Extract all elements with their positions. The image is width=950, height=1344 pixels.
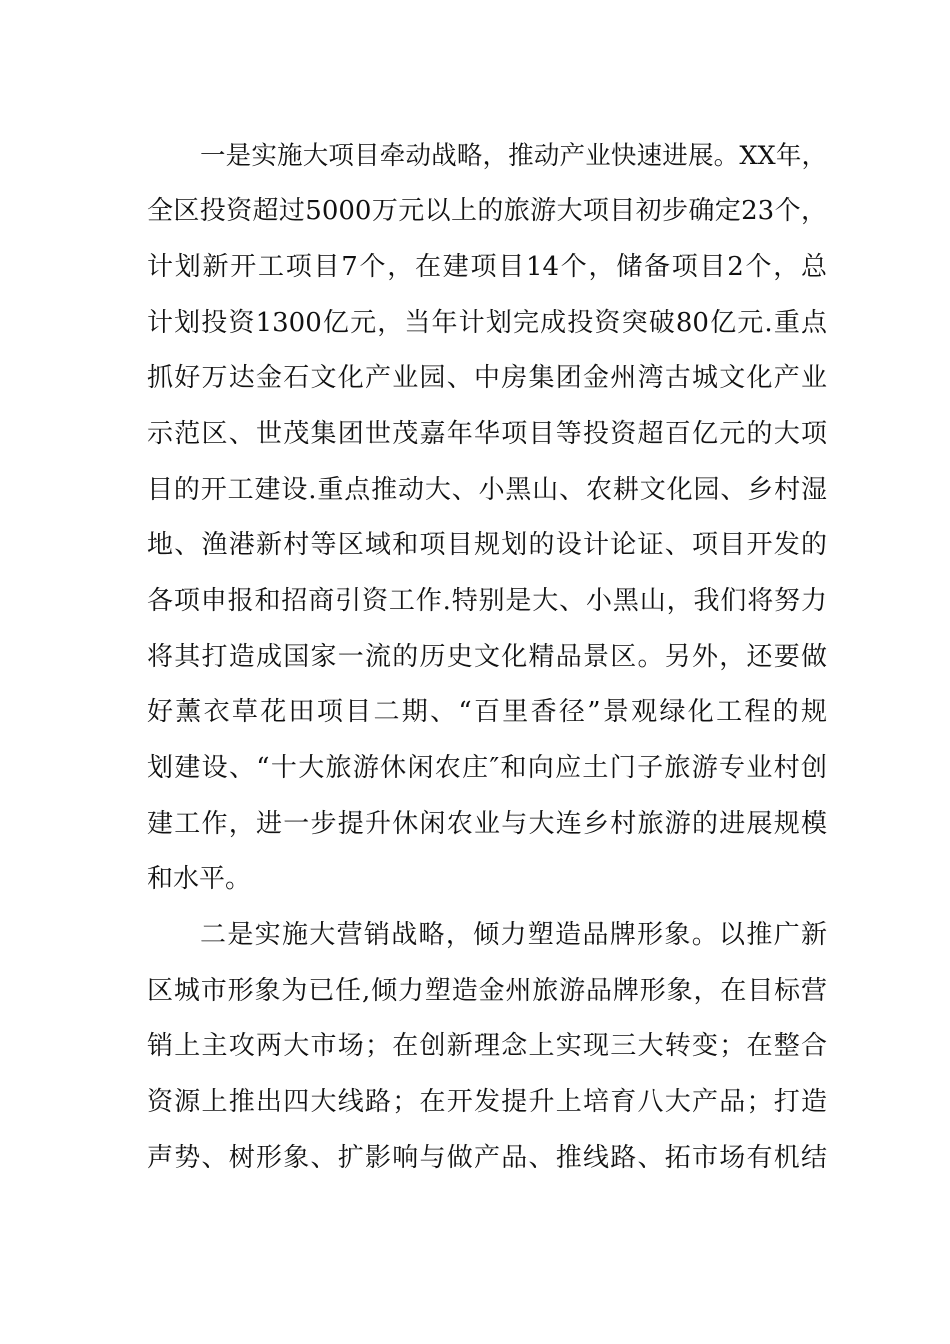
paragraph-1-line-4: 计划投资1300亿元，当年计划完成投资突破80亿元.重点	[147, 308, 827, 338]
paragraph-2-line-3: 销上主攻两大市场；在创新理念上实现三大转变；在整合	[147, 1031, 827, 1061]
paragraph-1-line-11: 好薰衣草花田项目二期、“百里香径”景观绿化工程的规	[147, 697, 827, 727]
paragraph-1-line-6: 示范区、世茂集团世茂嘉年华项目等投资超百亿元的大项	[147, 419, 827, 449]
paragraph-1-line-9: 各项申报和招商引资工作.特别是大、小黑山，我们将努力	[147, 586, 827, 616]
paragraph-2-line-1: 二是实施大营销战略，倾力塑造品牌形象。以推广新	[200, 920, 827, 950]
paragraph-1-line-14: 和水平。	[147, 864, 252, 894]
paragraph-1-line-10: 将其打造成国家一流的历史文化精品景区。另外，还要做	[147, 642, 827, 672]
paragraph-1-line-12: 划建设、“十大旅游休闲农庄″和向应土门子旅游专业村创	[147, 753, 827, 783]
paragraph-1-line-5: 抓好万达金石文化产业园、中房集团金州湾古城文化产业	[147, 363, 827, 393]
paragraph-1-line-8: 地、渔港新村等区域和项目规划的设计论证、项目开发的	[147, 530, 827, 560]
paragraph-1-line-3: 计划新开工项目7个，在建项目14个，储备项目2个，总	[147, 252, 827, 282]
paragraph-2-line-4: 资源上推出四大线路；在开发提升上培育八大产品；打造	[147, 1087, 827, 1117]
paragraph-2-line-2: 区城市形象为已任,倾力塑造金州旅游品牌形象，在目标营	[147, 976, 827, 1006]
paragraph-1-line-13: 建工作，进一步提升休闲农业与大连乡村旅游的进展规模	[147, 809, 827, 839]
paragraph-1-line-7: 目的开工建设.重点推动大、小黑山、农耕文化园、乡村湿	[147, 475, 827, 505]
paragraph-1-line-1: 一是实施大项目牵动战略，推动产业快速进展。XX年，	[200, 141, 827, 171]
paragraph-1-line-2: 全区投资超过5000万元以上的旅游大项目初步确定23个，	[147, 196, 827, 226]
paragraph-2-line-5: 声势、树形象、扩影响与做产品、推线路、拓市场有机结	[147, 1143, 827, 1173]
